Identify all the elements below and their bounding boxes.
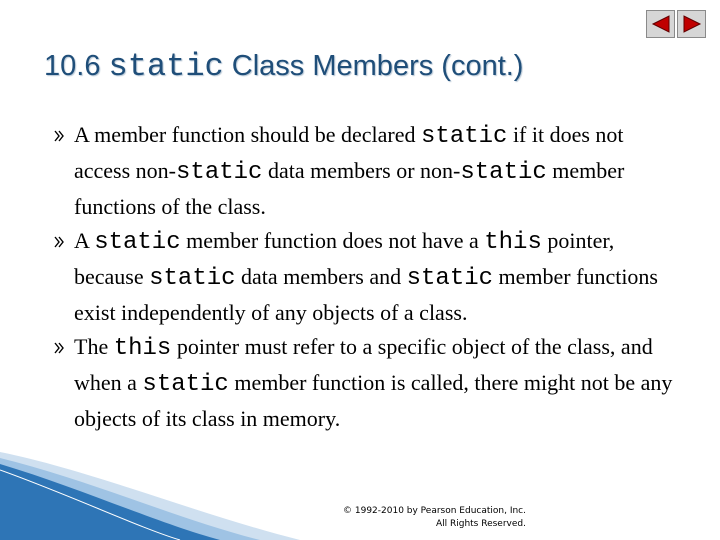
bullet-item: [54, 224, 684, 330]
code-term: static: [421, 123, 508, 150]
bullet-item: [54, 330, 684, 436]
copyright-line: © 1992-2010 by Pearson Education, Inc.: [343, 506, 526, 516]
right-arrow-icon: [682, 15, 702, 33]
bullet-text: A member function should be declared: [74, 122, 422, 147]
bullet-icon: [54, 236, 64, 248]
bullet-text: pointer, because: [74, 228, 615, 289]
bullet-text: member functions of the class.: [74, 158, 625, 219]
code-term: static: [149, 265, 236, 292]
bullet-text: A: [74, 228, 95, 253]
code-term: this: [113, 335, 172, 362]
bullet-text: data members and: [235, 264, 407, 289]
bullet-item: [54, 118, 684, 224]
title-text: Class Members (cont.): [231, 50, 524, 82]
code-term: static: [406, 265, 494, 292]
bullet-text: pointer must refer to a specific object of the class, and when a: [74, 334, 653, 395]
bullet-text: The: [74, 334, 114, 359]
code-term: this: [484, 229, 542, 256]
code-term: static: [94, 229, 181, 256]
title-code: static: [108, 48, 224, 85]
slide-title: [44, 46, 523, 86]
code-term: static: [460, 159, 547, 186]
bullet-text: if it does not access non-: [74, 122, 624, 183]
bullet-text: data members or non-: [262, 158, 461, 183]
bullet-icon: [54, 342, 64, 354]
bullet-text: member functions exist independently of any objects of a class.: [74, 264, 658, 325]
bullet-text: member function is called, there might not be any objects of its class in memory.: [74, 370, 673, 431]
bullet-list: [54, 118, 684, 436]
rights-line: All Rights Reserved.: [435, 519, 526, 529]
left-arrow-icon: [651, 15, 671, 33]
slide-navigation: [646, 10, 706, 38]
bullet-text: member function does not have a: [180, 228, 485, 253]
code-term: static: [142, 371, 229, 398]
code-term: static: [176, 159, 263, 186]
title-number: 10.6: [44, 50, 101, 82]
copyright-footer: [343, 505, 526, 531]
bullet-icon: [54, 130, 64, 142]
next-slide-button[interactable]: [677, 10, 706, 38]
previous-slide-button[interactable]: [646, 10, 675, 38]
